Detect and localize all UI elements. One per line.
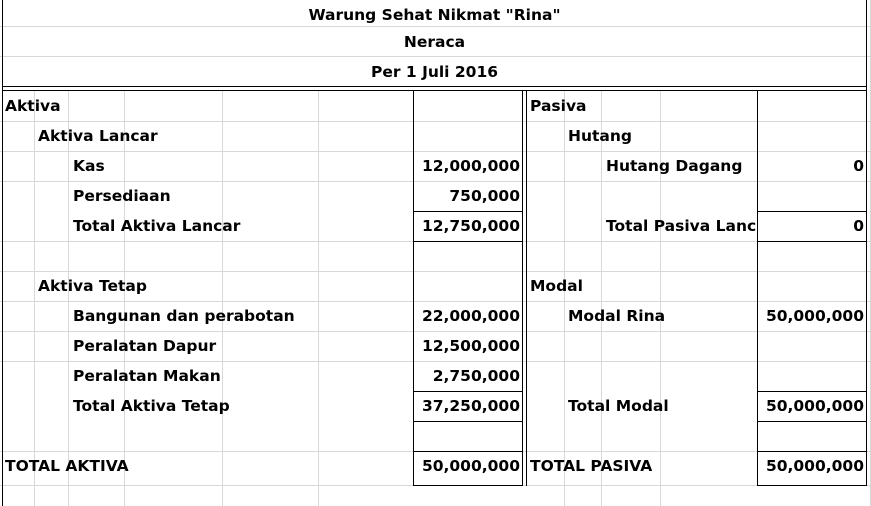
aktiva-item-value: 2,750,000 (432, 367, 520, 385)
aktiva-item-label: Bangunan dan perabotan (73, 307, 295, 325)
company-name: Warung Sehat Nikmat "Rina" (308, 6, 561, 24)
total-aktiva-label: TOTAL AKTIVA (5, 457, 129, 475)
pasiva-item-value: 0 (853, 157, 864, 175)
aktiva-item-label: Kas (73, 157, 105, 175)
border-right (866, 0, 867, 91)
border-double-bottom (2, 90, 867, 91)
modal-heading: Modal (530, 277, 583, 295)
aktiva-lancar-heading: Aktiva Lancar (38, 127, 158, 145)
total-pasiva-lancar-value: 0 (853, 217, 864, 235)
total-aktiva-value: 50,000,000 (421, 457, 520, 475)
aktiva-tetap-heading: Aktiva Tetap (38, 277, 147, 295)
total-aktiva-lancar-label: Total Aktiva Lancar (73, 217, 241, 235)
aktiva-item-label: Peralatan Dapur (73, 337, 217, 355)
pasiva-item-label: Modal Rina (568, 307, 666, 325)
border-row (757, 241, 867, 242)
aktiva-item-value: 12,000,000 (421, 157, 520, 175)
total-aktiva-tetap-label: Total Aktiva Tetap (73, 397, 230, 415)
border-value-col-right (522, 91, 523, 486)
pasiva-heading: Pasiva (530, 97, 587, 115)
total-aktiva-tetap-value: 37,250,000 (421, 397, 520, 415)
total-modal-label: Total Modal (568, 397, 669, 415)
border-row (413, 421, 523, 422)
hutang-heading: Hutang (568, 127, 633, 145)
aktiva-item-value: 22,000,000 (421, 307, 520, 325)
border-row (413, 485, 523, 486)
aktiva-item-value: 750,000 (449, 187, 520, 205)
total-aktiva-lancar-value: 12,750,000 (421, 217, 520, 235)
total-pasiva-lancar-label: Total Pasiva Lanc (606, 217, 756, 235)
border-pasiva-value-right (866, 91, 867, 486)
border-row (757, 421, 867, 422)
gridline (34, 91, 35, 506)
total-pasiva-value: 50,000,000 (765, 457, 864, 475)
total-pasiva-label: TOTAL PASIVA (530, 457, 653, 475)
border-row (413, 241, 523, 242)
border-divider (526, 91, 527, 486)
aktiva-item-label: Persediaan (73, 187, 171, 205)
total-modal-value: 50,000,000 (765, 397, 864, 415)
report-title: Neraca (403, 33, 466, 51)
aktiva-item-value: 12,500,000 (421, 337, 520, 355)
border-row (757, 485, 867, 486)
aktiva-item-label: Peralatan Makan (73, 367, 221, 385)
pasiva-item-label: Hutang Dagang (606, 157, 743, 175)
aktiva-heading: Aktiva (5, 97, 61, 115)
report-date: Per 1 Juli 2016 (370, 63, 499, 81)
pasiva-item-value: 50,000,000 (765, 307, 864, 325)
